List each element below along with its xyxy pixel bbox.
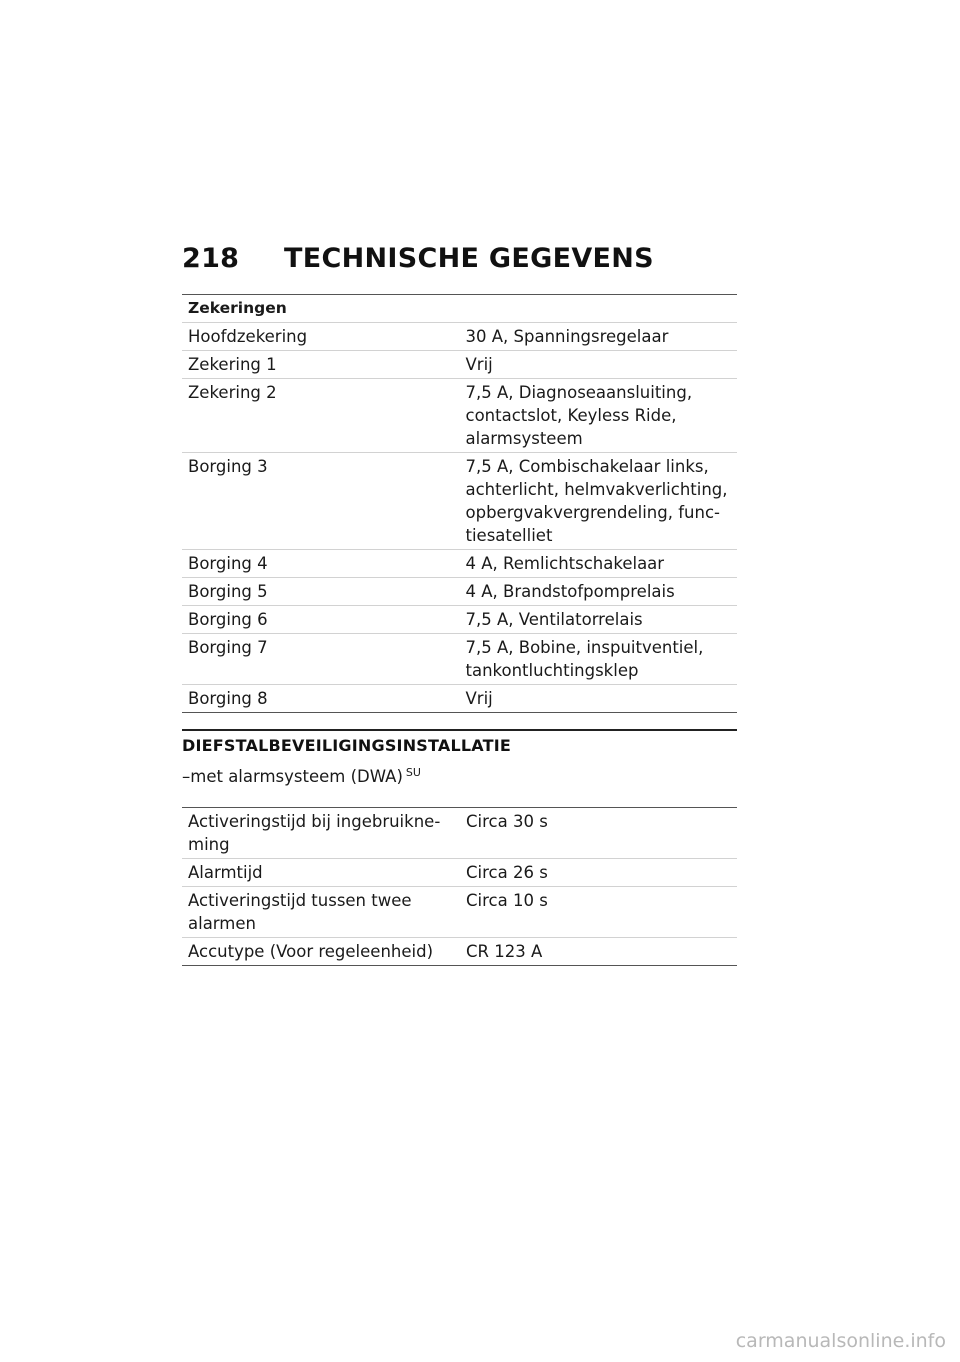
table-row	[182, 859, 737, 887]
fuse-label: Borging 8	[182, 685, 460, 713]
fuse-value: 4 A, Brandstofpomprelais	[460, 578, 738, 606]
fuse-value: 30 A, Spanningsregelaar	[460, 323, 738, 351]
fuse-value: Vrij	[460, 685, 738, 713]
table-row	[182, 606, 737, 634]
table-row	[182, 351, 737, 379]
fuses-table-header	[182, 295, 737, 323]
fuse-value: 4 A, Remlichtschakelaar	[460, 550, 738, 578]
fuse-value: 7,5 A, Diagnoseaansluiting, contactslot, Keyless Ride, alarmsysteem	[460, 379, 738, 453]
condition-text: –met alarmsysteem (DWA)	[182, 767, 403, 786]
alarm-value: CR 123 A	[460, 938, 737, 966]
alarm-value: Circa 30 s	[460, 808, 737, 859]
condition-note	[182, 761, 737, 789]
fuse-value: Vrij	[460, 351, 738, 379]
table-row	[182, 634, 737, 685]
table-row	[182, 938, 737, 966]
alarm-label: Alarmtijd	[182, 859, 460, 887]
condition-superscript: SU	[405, 766, 421, 779]
fuses-table	[182, 294, 737, 713]
fuse-value: 7,5 A, Combischakelaar links, achterlicht, helmvakverlichting, opbergvakvergrendeling, functiesatelliet	[460, 453, 738, 550]
table-row	[182, 685, 737, 713]
table-row	[182, 453, 737, 550]
alarm-value: Circa 10 s	[460, 887, 737, 938]
fuse-label: Zekering 1	[182, 351, 460, 379]
alarm-table	[182, 807, 737, 966]
fuse-label: Borging 3	[182, 453, 460, 550]
fuse-label: Hoofdzekering	[182, 323, 460, 351]
alarm-label: Accutype (Voor regeleenheid)	[182, 938, 460, 966]
fuse-label: Borging 6	[182, 606, 460, 634]
table-row	[182, 578, 737, 606]
section-divider	[182, 729, 737, 731]
table-row	[182, 550, 737, 578]
fuse-value: 7,5 A, Ventilatorrelais	[460, 606, 738, 634]
page-number: 218	[182, 243, 240, 274]
alarm-value: Circa 26 s	[460, 859, 737, 887]
footer-watermark: carmanualsonline.info	[735, 1330, 946, 1352]
alarm-label: Activeringstijd tussen twee alarmen	[182, 887, 460, 938]
table-row	[182, 379, 737, 453]
alarm-label: Activeringstijd bij ingebruikneming	[182, 808, 460, 859]
page-header	[182, 243, 742, 274]
page-content	[182, 294, 737, 966]
fuse-label: Zekering 2	[182, 379, 460, 453]
fuse-value: 7,5 A, Bobine, inspuitventiel, tankontluchtingsklep	[460, 634, 738, 685]
fuses-heading: Zekeringen	[182, 295, 737, 323]
fuse-label: Borging 5	[182, 578, 460, 606]
fuse-label: Borging 4	[182, 550, 460, 578]
fuse-label: Borging 7	[182, 634, 460, 685]
section-heading: DIEFSTALBEVEILIGINGSINSTALLATIE	[182, 736, 511, 755]
table-row	[182, 323, 737, 351]
table-row	[182, 887, 737, 938]
page-title: TECHNISCHE GEGEVENS	[284, 243, 654, 274]
table-row	[182, 808, 737, 859]
